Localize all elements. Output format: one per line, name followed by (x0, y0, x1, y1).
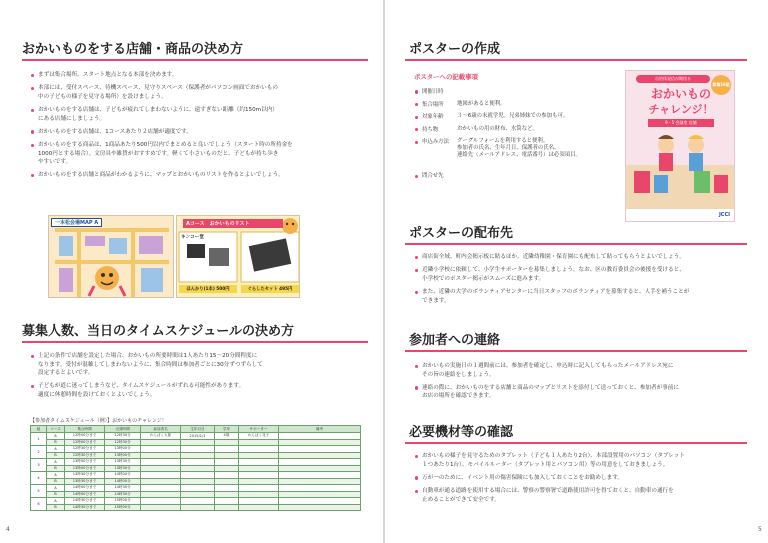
table-header: 出発時間 (105, 426, 141, 433)
list-item: 本部には、受付スペース、待機スペース、見守りスペース（保護者がパソコン画面でおかいもの 中の子どもの様子を見守る場所）を設けましょう。 (30, 84, 370, 101)
schedule-bullet-list (30, 352, 370, 404)
table-cell: 13時30分 (105, 465, 141, 472)
table-cell: 13時00分まで (65, 459, 105, 466)
schedule-table (30, 425, 361, 511)
list-item: 持ち物 おかいもの用の財布、水筒など。 (414, 126, 624, 139)
list-item: おかいものをする店舗は、1コースあたり２店舗が適度です。 (30, 128, 370, 137)
list-item: 申込み方法 グーグルフォームを利用すると便利。 参加者の氏名、生年月日、保護者の氏名、 連絡先（メールアドレス、電話番号）は必須項目。 (414, 138, 624, 172)
list-item: また、近隣の大学のボランティアセンターに当日スタッフのボランティアを募集すると、人手を補うことが できます。 (414, 288, 754, 305)
distribution-bullet-list (414, 253, 754, 310)
section-title-poster: ポスターの作成 (409, 42, 501, 57)
table-cell: B (47, 452, 65, 459)
map-heading: 一本松会場MAP A (51, 218, 102, 227)
table-caption: 【参加者タイムスケジュール（例）】おかいものチャレンジ！ (30, 418, 167, 424)
page-number-left: 4 (6, 526, 10, 533)
table-cell: A (47, 472, 65, 479)
table-cell: 15時00分 (105, 498, 141, 505)
table-cell-group: 3 (31, 459, 47, 472)
poster-title-line1: おかいもの (650, 87, 711, 101)
table-cell: 13時00分 (105, 452, 141, 459)
list-item: 万が一のために、イベント用の傷害保険にも加入しておくことをお勧めします。 (414, 474, 754, 483)
list-item: 近隣小学校に依頼して、小学生サポーターを募集しましょう。なお、区の教育委員会の後援を受けると、 小学校でのポスター掲示がスムーズに進みます。 (414, 266, 754, 283)
table-cell: B (47, 491, 65, 498)
table-header: サポーター (239, 426, 279, 433)
table-cell-group: 2 (31, 446, 47, 459)
table-cell: A (47, 459, 65, 466)
table-cell: 14時30分 (105, 491, 141, 498)
table-cell: 12時30分 (105, 433, 141, 440)
table-cell-group: 5 (31, 485, 47, 498)
table-cell: 12時30分まで (65, 446, 105, 453)
list-item: 連絡の際に、おかいものをする店舗と商品のマップとリストを添付して送っておくと、参加者が事前に お店の場所を確認できます。 (414, 384, 754, 401)
table-cell: B (47, 465, 65, 472)
table-cell (141, 504, 181, 511)
table-cell: 14時30分まで (65, 498, 105, 505)
table-cell: 12時30分まで (65, 452, 105, 459)
table-cell: 14時00分 (105, 472, 141, 479)
table-cell (215, 504, 239, 511)
poster-footer-logo: JCCI (718, 212, 730, 218)
section-rule (405, 350, 747, 352)
table-cell (181, 504, 215, 511)
list-item: おかいものをする店舗は、子どもが疲れてしまわないように、遠すぎない距離（約150m以内） にある店舗にしましょう。 (30, 106, 370, 123)
table-cell: 14時30分 (105, 485, 141, 492)
table-cell: A (47, 485, 65, 492)
poster-strip: 9・5 会議室 店舗 (648, 119, 714, 127)
section-rule (22, 59, 368, 61)
list-item: おかいもの様子を見守るためのタブレット（子ども１人あたり2台）、本部設置用のパソコン（タブレット １つあたり1台）、モバイルルーター（タブレット用とパソコン用）等の用意をしておきましょう。 (414, 452, 754, 469)
section-rule (22, 341, 368, 343)
table-cell: B (47, 439, 65, 446)
list-item: 問合せ先 (414, 172, 624, 185)
table-cell: 12時30分 (105, 439, 141, 446)
poster-info-list (414, 88, 624, 185)
table-cell: 12時00分まで (65, 433, 105, 440)
list-price-label: ぐらしたセット 495円 (241, 285, 299, 293)
poster-corner-badge: 募集16組 (711, 75, 731, 95)
list-item: おかいものをする商品は、1商品あたり500円以内でまとめると良いでしょう（スタート時の所持金を 1000円とする場合）。文房具や雑貨がおすすめです。軽くて小さいものだと、子どもが持ち歩き やすいです。 (30, 141, 370, 167)
list-store-name: キンコー堂 (181, 235, 204, 240)
section-title-schedule: 募集人数、当日のタイムスケジュールの決め方 (22, 324, 294, 339)
poster-badge: 自治体発信が期待る (636, 75, 710, 83)
table-cell (279, 504, 361, 511)
table-header: コース (47, 426, 65, 433)
table-cell: 15時00分 (105, 504, 141, 511)
table-cell: 14時00分まで (65, 491, 105, 498)
poster-image (625, 70, 735, 222)
table-cell: 14時00分 (105, 478, 141, 485)
table-header: 組 (31, 426, 47, 433)
section-rule (405, 243, 747, 245)
table-cell: B (47, 504, 65, 511)
table-cell: 13時30分 (105, 459, 141, 466)
table-cell: A (47, 433, 65, 440)
table-header: 学年 (215, 426, 239, 433)
section-title-equipment: 必要機材等の確認 (409, 425, 514, 440)
poster-info-subtitle: ポスターへの記載事項 (414, 73, 478, 81)
list-item: 集合場所 地図があると便利。 (414, 101, 624, 114)
shopping-map-image (48, 215, 174, 298)
table-cell: 13時00分 (105, 446, 141, 453)
shopping-list-image (176, 215, 300, 298)
list-item: 自動車が通る道路を使用する場合には、警察の警察署で道路使用許可を得ておくと、自動車の通行を 止めることができて安全です。 (414, 487, 754, 504)
list-item: まずは集合場所、スタート地点となる本部を決めます。 (30, 71, 370, 80)
list-item: おかいもの実施日の１週間前には、参加者を確定し、申込時に記入してもらったメールアドレス宛に その旨の連絡をしましょう。 (414, 362, 754, 379)
table-header: 備考 (279, 426, 361, 433)
table-cell-group: 6 (31, 498, 47, 511)
table-cell: わんぱく太郎 (141, 433, 181, 440)
page-fold (383, 0, 385, 543)
table-cell-group: 4 (31, 472, 47, 485)
list-item: 子どもが道に迷ってしまうなど、タイムスケジュールがずれる可能性があります。 適度に休憩時間を設けておくとよいでしょう。 (30, 382, 370, 399)
table-cell: 13時30分まで (65, 478, 105, 485)
contact-bullet-list (414, 362, 754, 406)
table-cell: 14時30分まで (65, 504, 105, 511)
table-cell: わんぱく花子 (239, 433, 279, 440)
table-header: 参加者名 (141, 426, 181, 433)
table-header: 集合時間 (65, 426, 105, 433)
table-cell: 4歳 (215, 433, 239, 440)
list-price-label: ほんかり(1本) 500円 (179, 285, 237, 293)
table-cell: 14時00分まで (65, 485, 105, 492)
table-cell (239, 504, 279, 511)
equipment-bullet-list (414, 452, 754, 509)
table-cell: A (47, 446, 65, 453)
list-item: 商店街全域、町内会掲示板に貼るほか、近隣幼稚園・保育園にも配布して貼ってもらうとよいでしょう。 (414, 253, 754, 262)
list-heading: Aコース おかいものリスト (183, 219, 283, 228)
list-item: 上記の条件で店舗を設定した場合、おかいもの所要時間は1人あたり15～20分間程度に なります。受付が混雑してしまわないように、集合時間は参加者ごとに30分ずつずらして 設定するとよいです。 (30, 352, 370, 378)
list-item: 開催日時 (414, 88, 624, 101)
section-rule (405, 59, 747, 61)
table-cell: A (47, 498, 65, 505)
table-row (31, 504, 361, 511)
section-title-distribution: ポスターの配布先 (409, 226, 514, 241)
table-cell: 13時30分まで (65, 472, 105, 479)
table-header-row (31, 426, 361, 433)
page-number-right: 5 (758, 526, 762, 533)
table-cell: B (47, 478, 65, 485)
list-item: おかいものをする店舗と商品がわかるように、マップとおかいものリストを作るとよいでしょう。 (30, 171, 370, 180)
table-cell: 13時00分まで (65, 465, 105, 472)
poster-title-line2: チャレンジ！ (648, 103, 714, 116)
table-cell: 2015/1/1 (181, 433, 215, 440)
section-rule (405, 442, 747, 444)
table-cell-group: 1 (31, 433, 47, 446)
list-item: 対象年齢 ３～6歳の未就学児。兄弟姉妹での参加も可。 (414, 113, 624, 126)
table-cell: 12時00分まで (65, 439, 105, 446)
table-header: 生年月日 (181, 426, 215, 433)
section-title-stores: おかいものをする店舗・商品の決め方 (22, 42, 244, 57)
section-title-contact: 参加者への連絡 (409, 333, 501, 348)
stores-bullet-list (30, 71, 370, 185)
